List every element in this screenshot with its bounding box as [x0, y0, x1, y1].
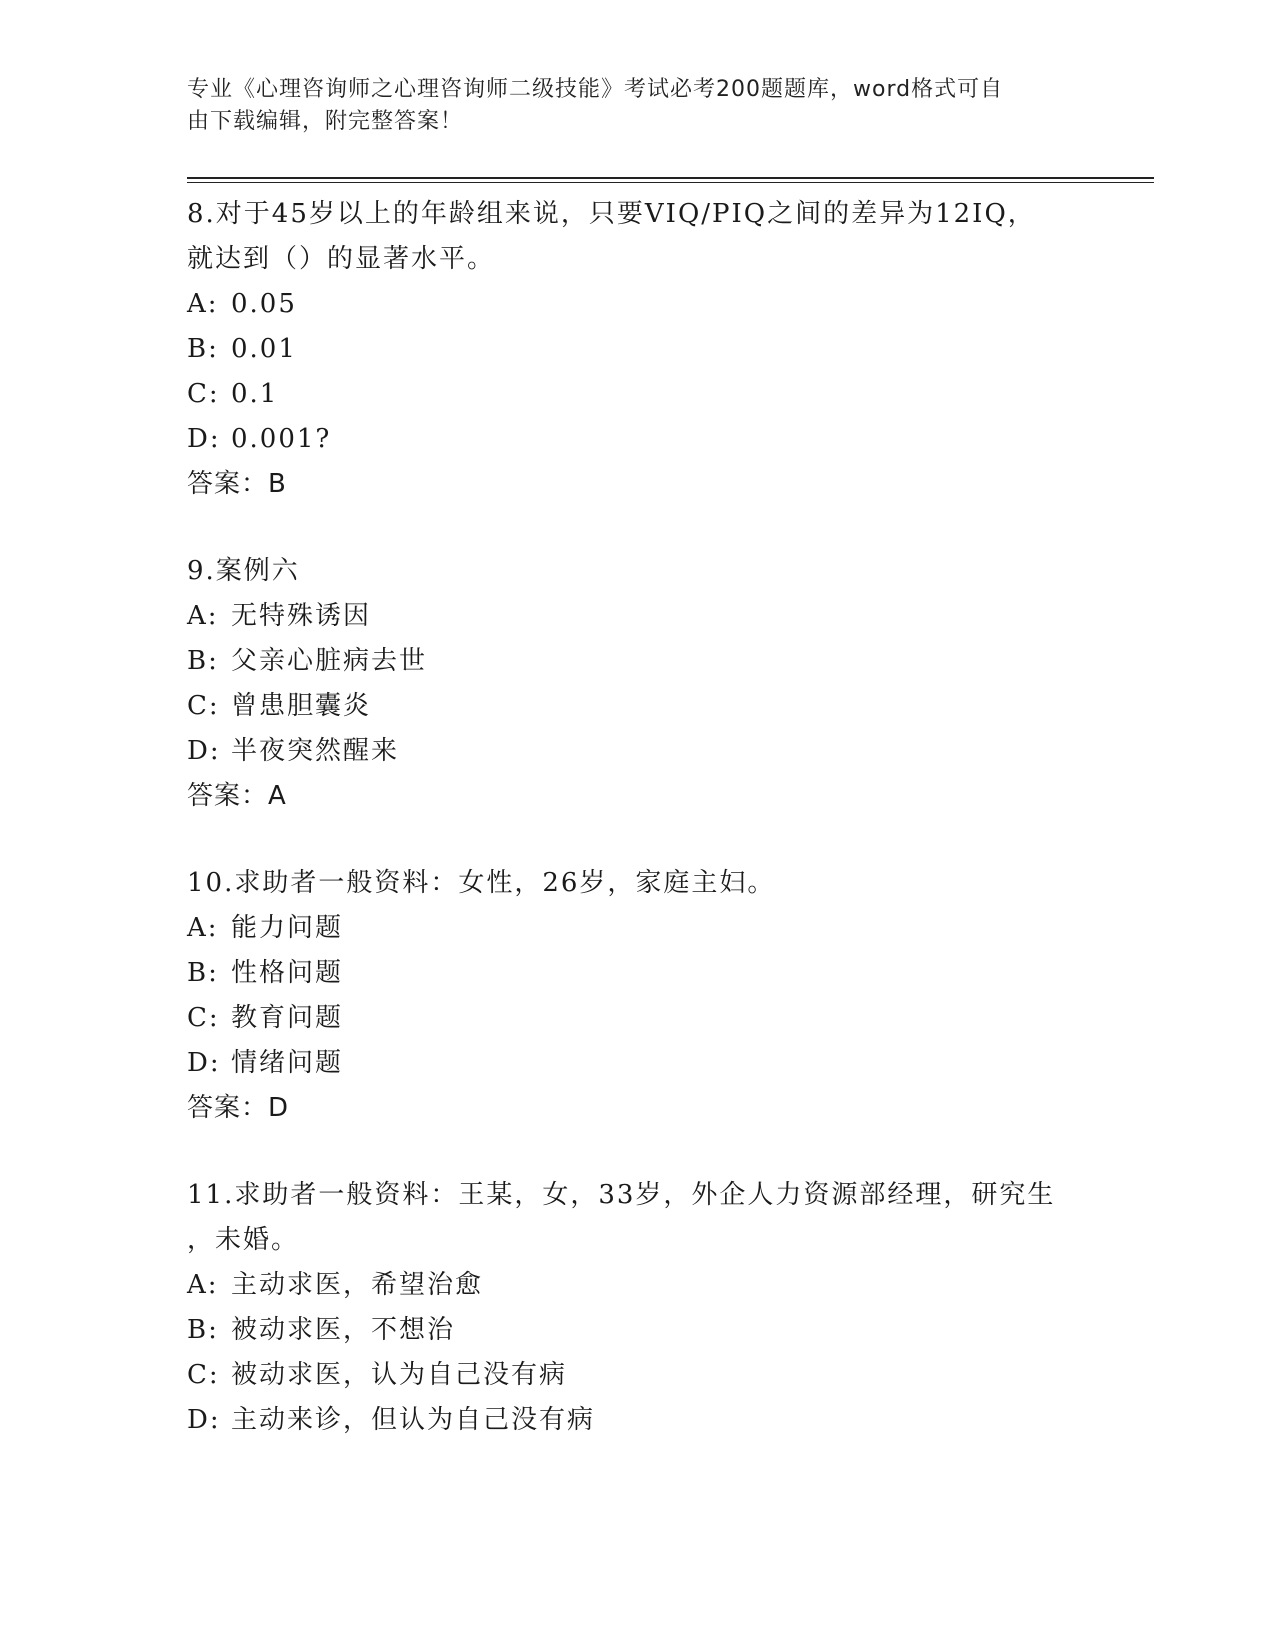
question-stem: 11.求助者一般资料：王某，女，33岁，外企人力资源部经理，研究生: [187, 1180, 1056, 1210]
option-label: D:: [187, 736, 221, 766]
question-11: [187, 1173, 1154, 1443]
question-stem: 就达到（）的显著水平。: [187, 244, 496, 274]
option-d: [187, 417, 1154, 462]
option-a: [187, 1263, 1154, 1308]
option-label: A:: [187, 1270, 219, 1300]
question-8: [187, 192, 1154, 507]
header-line-1: 专业《心理咨询师之心理咨询师二级技能》考试必考200题题库，word格式可自: [187, 77, 1004, 102]
question-9: [187, 549, 1154, 819]
option-text: 性格问题: [231, 958, 344, 988]
option-text: 主动求医，希望治愈: [231, 1270, 484, 1300]
document-header: [187, 74, 1077, 138]
answer-key: 答案：A: [187, 781, 287, 811]
option-text: 曾患胆囊炎: [231, 691, 372, 721]
option-text: 父亲心脏病去世: [231, 646, 428, 676]
option-c: [187, 684, 1154, 729]
option-label: C:: [187, 1360, 220, 1390]
option-label: B:: [187, 334, 219, 364]
question-stem: 8.对于45岁以上的年龄组来说，只要VIQ/PIQ之间的差异为12IQ，: [187, 199, 1036, 229]
option-a: [187, 594, 1154, 639]
option-b: [187, 951, 1154, 996]
option-text: 教育问题: [231, 1003, 344, 1033]
answer-key: 答案：B: [187, 469, 287, 499]
option-b: [187, 1308, 1154, 1353]
option-label: D:: [187, 1048, 221, 1078]
option-text: 能力问题: [231, 913, 344, 943]
answer-key: 答案：D: [187, 1093, 290, 1123]
option-text: 0.1: [231, 379, 279, 409]
option-text: 被动求医，不想治: [231, 1315, 456, 1345]
question-stem: ，未婚。: [187, 1225, 300, 1255]
option-label: A:: [187, 601, 219, 631]
option-text: 无特殊诱因: [231, 601, 372, 631]
option-text: 主动来诊，但认为自己没有病: [231, 1405, 596, 1435]
option-b: [187, 639, 1154, 684]
option-label: D:: [187, 1405, 221, 1435]
option-b: [187, 327, 1154, 372]
option-text: 0.01: [231, 334, 297, 364]
option-label: B:: [187, 1315, 219, 1345]
header-divider-thin: [187, 182, 1154, 183]
option-d: [187, 1041, 1154, 1086]
option-d: [187, 729, 1154, 774]
option-c: [187, 372, 1154, 417]
question-list: [187, 192, 1154, 1485]
option-label: C:: [187, 691, 220, 721]
option-text: 0.001?: [231, 424, 332, 454]
question-stem: 9.案例六: [187, 556, 300, 586]
option-a: [187, 282, 1154, 327]
option-c: [187, 996, 1154, 1041]
option-a: [187, 906, 1154, 951]
option-label: B:: [187, 958, 219, 988]
option-c: [187, 1353, 1154, 1398]
option-label: B:: [187, 646, 219, 676]
option-label: C:: [187, 1003, 220, 1033]
option-label: C:: [187, 379, 220, 409]
option-label: D:: [187, 424, 221, 454]
header-line-2: 由下载编辑，附完整答案！: [187, 109, 464, 134]
option-text: 0.05: [231, 289, 297, 319]
option-label: A:: [187, 289, 219, 319]
option-text: 半夜突然醒来: [231, 736, 400, 766]
option-text: 情绪问题: [231, 1048, 344, 1078]
option-d: [187, 1398, 1154, 1443]
header-divider-thick: [187, 177, 1154, 179]
option-text: 被动求医，认为自己没有病: [231, 1360, 568, 1390]
question-10: [187, 861, 1154, 1131]
option-label: A:: [187, 913, 219, 943]
question-stem: 10.求助者一般资料：女性，26岁，家庭主妇。: [187, 868, 776, 898]
